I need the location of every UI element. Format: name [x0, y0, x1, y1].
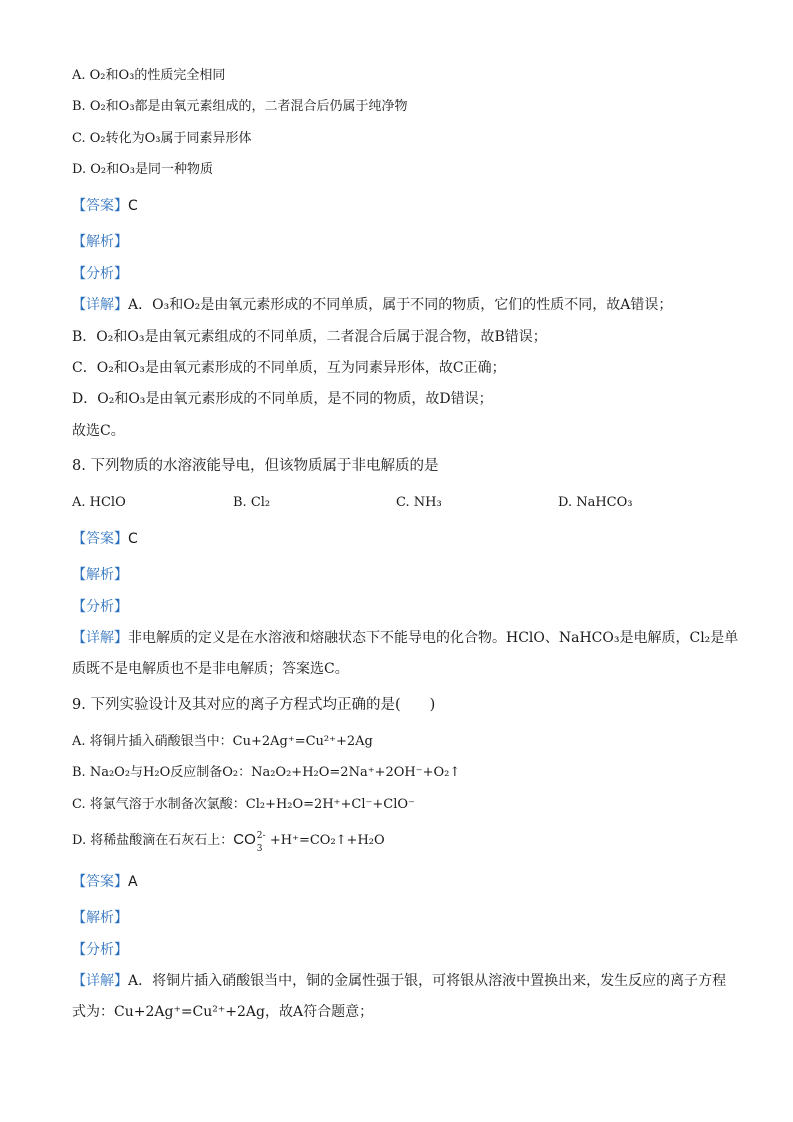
carbonate-charge: [256, 831, 266, 854]
q7-option-b: B. O₂和O₃都是由氧元素组成的，二者混合后仍属于纯净物: [72, 99, 408, 114]
answer-value: A: [128, 874, 138, 890]
q8-option-a: A. HClO: [72, 495, 126, 510]
section-tag: 【详解】: [72, 973, 128, 989]
q9-option-d-suffix: +H⁺=CO₂↑+H₂O: [265, 833, 385, 848]
q9-option-d-prefix: D. 将稀盐酸滴在石灰石上：: [72, 833, 234, 848]
carbonate-formula: CO: [233, 831, 256, 848]
section-tag: 【详解】: [72, 630, 128, 646]
q7-detail-line-4: D．O₂和O₃是由氧元素形成的不同单质，是不同的物质，故D错误；: [72, 391, 493, 407]
q9-detail-line-2: 式为：Cu+2Ag⁺=Cu²⁺+2Ag，故A符合题意；: [72, 1004, 374, 1020]
q8-option-d: D. NaHCO₃: [558, 495, 633, 510]
q9-answer-line: [72, 872, 138, 892]
section-text: A．将铜片插入硝酸银当中，铜的金属性强于银，可将银从溶液中置换出来，发生反应的离子方程: [128, 973, 727, 989]
q9-fenxi-tag: [72, 940, 128, 960]
section-tag: 【详解】: [72, 297, 128, 313]
section-text: A．O₃和O₂是由氧元素形成的不同单质，属于不同的物质，它们的性质不同，故A错误；: [128, 297, 673, 313]
q8-jiexi-tag: 【解析】: [72, 567, 128, 583]
q8-stem: 8. 下列物质的水溶液能导电，但该物质属于非电解质的是: [72, 458, 439, 474]
section-tag: 【分析】: [72, 599, 128, 615]
q9-jiexi-tag: 【解析】: [72, 910, 128, 926]
answer-tag: 【答案】: [72, 198, 128, 214]
answer-tag: 【答案】: [72, 874, 128, 890]
section-tag: 【分析】: [72, 942, 128, 958]
q7-fenxi-tag: [72, 264, 128, 284]
section-tag: 【分析】: [72, 266, 128, 282]
carbonate-subscript: 3: [256, 844, 263, 854]
q7-detail-line-2: B．O₂和O₃是由氧元素组成的不同单质，二者混合后属于混合物，故B错误；: [72, 329, 547, 345]
answer-tag: 【答案】: [72, 531, 128, 547]
q8-option-b: B. Cl₂: [233, 495, 271, 510]
q8-fenxi-tag: [72, 597, 128, 617]
section-text: 非电解质的定义是在水溶液和熔融状态下不能导电的化合物。HClO、NaHCO₃是电解质，Cl₂是单: [128, 630, 739, 646]
q8-answer-line: [72, 529, 138, 549]
q7-detail-line-1: [72, 295, 672, 315]
q9-option-a: A. 将铜片插入硝酸银当中：Cu+2Ag⁺=Cu²⁺+2Ag: [72, 734, 373, 749]
q9-detail-line-1: [72, 971, 726, 991]
q9-option-c: C. 将氯气溶于水制备次氯酸：Cl₂+H₂O=2H⁺+Cl⁻+ClO⁻: [72, 797, 415, 812]
q8-detail-line-2: 质既不是电解质也不是非电解质；答案选C。: [72, 661, 349, 677]
q7-conclusion: 故选C。: [72, 423, 125, 439]
q7-option-a: A. O₂和O₃的性质完全相同: [72, 68, 226, 83]
q9-option-b: B. Na₂O₂与H₂O反应制备O₂：Na₂O₂+H₂O=2Na⁺+2OH⁻+O₂↑: [72, 765, 461, 780]
q8-detail-line-1: [72, 628, 738, 648]
answer-value: C: [128, 531, 138, 547]
q7-detail-line-3: C．O₂和O₃是由氧元素形成的不同单质，互为同素异形体，故C正确；: [72, 360, 506, 376]
q9-stem: 9. 下列实验设计及其对应的离子方程式均正确的是( ): [72, 697, 436, 713]
q7-option-d: D. O₂和O₃是同一种物质: [72, 162, 213, 177]
q7-answer-line: [72, 196, 138, 216]
carbonate-superscript: 2-: [256, 831, 266, 841]
q8-option-c: C. NH₃: [396, 495, 442, 510]
answer-value: C: [128, 198, 138, 214]
q7-jiexi-tag: 【解析】: [72, 234, 128, 250]
q7-option-c: C. O₂转化为O₃属于同素异形体: [72, 131, 252, 146]
q9-option-d: [72, 830, 385, 854]
